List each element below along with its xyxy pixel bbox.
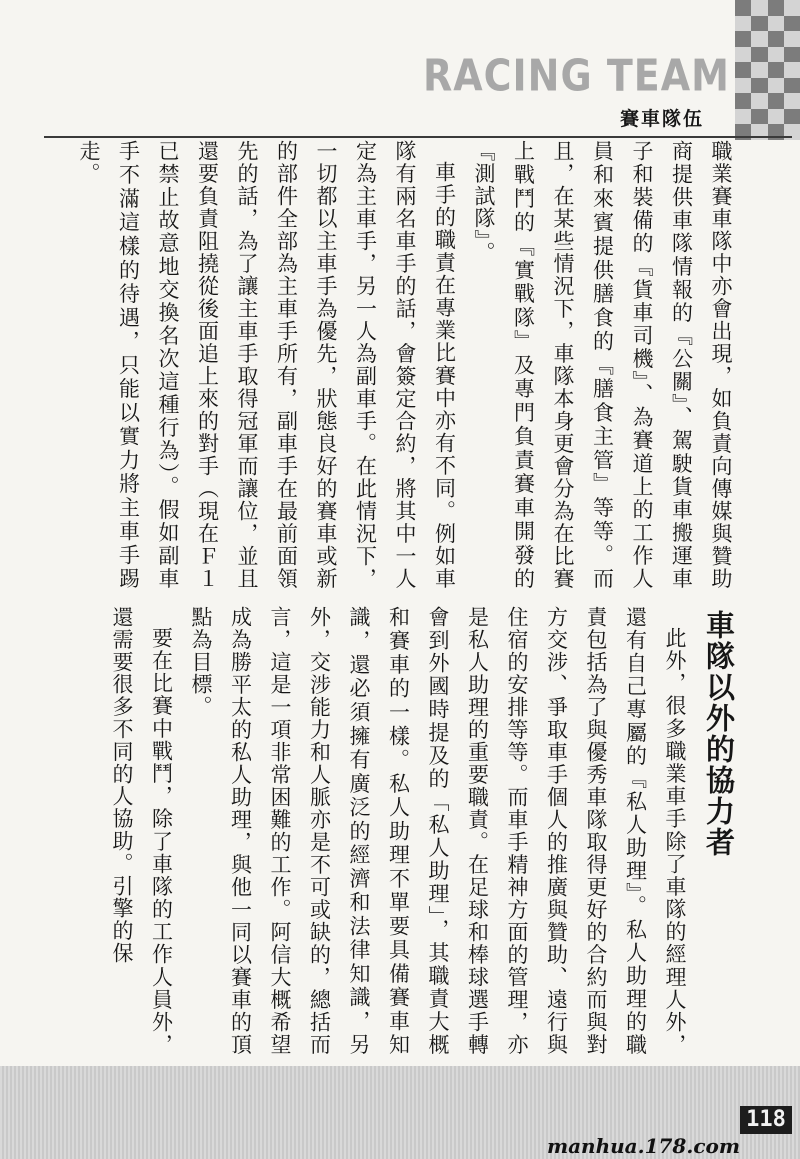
section-heading: 車隊以外的協力者 [702, 610, 736, 858]
page-title: RACING TEAM [422, 50, 730, 101]
watermark: manhua.178.com [546, 1134, 740, 1158]
page-subtitle: 賽車隊伍 [619, 108, 704, 130]
article-bottom-block [74, 606, 694, 1056]
article-paragraph: 此外，很多職業車手除了車隊的經理人外，還有自己專屬的『私人助理』。私人助理的職責包括為了與優秀車隊取得更好的合約而與對方交涉、爭取車手個人的推廣與贊助、遠行與住宿的安排等等。而車手精神方面的管理，亦是私人助理的重要職責。在足球和棒球選手轉會到外國時提及的「私人助理」，其職責大概和賽車的一樣。私人助理不單要具備賽車知識，還必須擁有廣泛的經濟和法律知識，另外，交涉能力和人脈亦是不可或缺的，總括而言，這是一項非常困難的工作。阿信大概希望成為勝平太的私人助理，與他一同以賽車的頂點為目標。 [189, 606, 687, 1056]
article-paragraph: 車手的職責在專業比賽中亦有不同。例如車隊有兩名車手的話，會簽定合約，將其中一人定為主車手，另一人為副車手。在此情況下，一切都以主車手為優先，狀態良好的賽車或新的部件全部為主車手所有，副車手在最前面領先的話，為了讓主車手取得冠軍而讓位，並且還要負責阻撓從後面追上來的對手（現在Ｆ１已禁止故意地交換名次這種行為）。假如副車手不滿這樣的待遇，只能以實力將主車手踢走。 [77, 140, 457, 590]
header-divider [44, 136, 792, 138]
article-paragraph: 職業賽車隊中亦會出現，如負責向傳媒與贊助商提供車隊情報的『公關』、駕駛貨車搬運車子和裝備的『貨車司機』、為賽道上的工作人員和來賓提供膳食的『膳食主管』等等。而且，在某些情況下，車隊本身更會分為在比賽上戰鬥的『實戰隊』及專門負責賽車開發的『測試隊』。 [472, 140, 733, 590]
article-top-block [48, 140, 740, 590]
checkered-flag-decoration [735, 0, 800, 140]
page-number: 118 [740, 1106, 792, 1134]
article-paragraph: 要在比賽中戰鬥，除了車隊的工作人員外，還需要很多不同的人協助。引擎的保 [110, 606, 174, 1056]
